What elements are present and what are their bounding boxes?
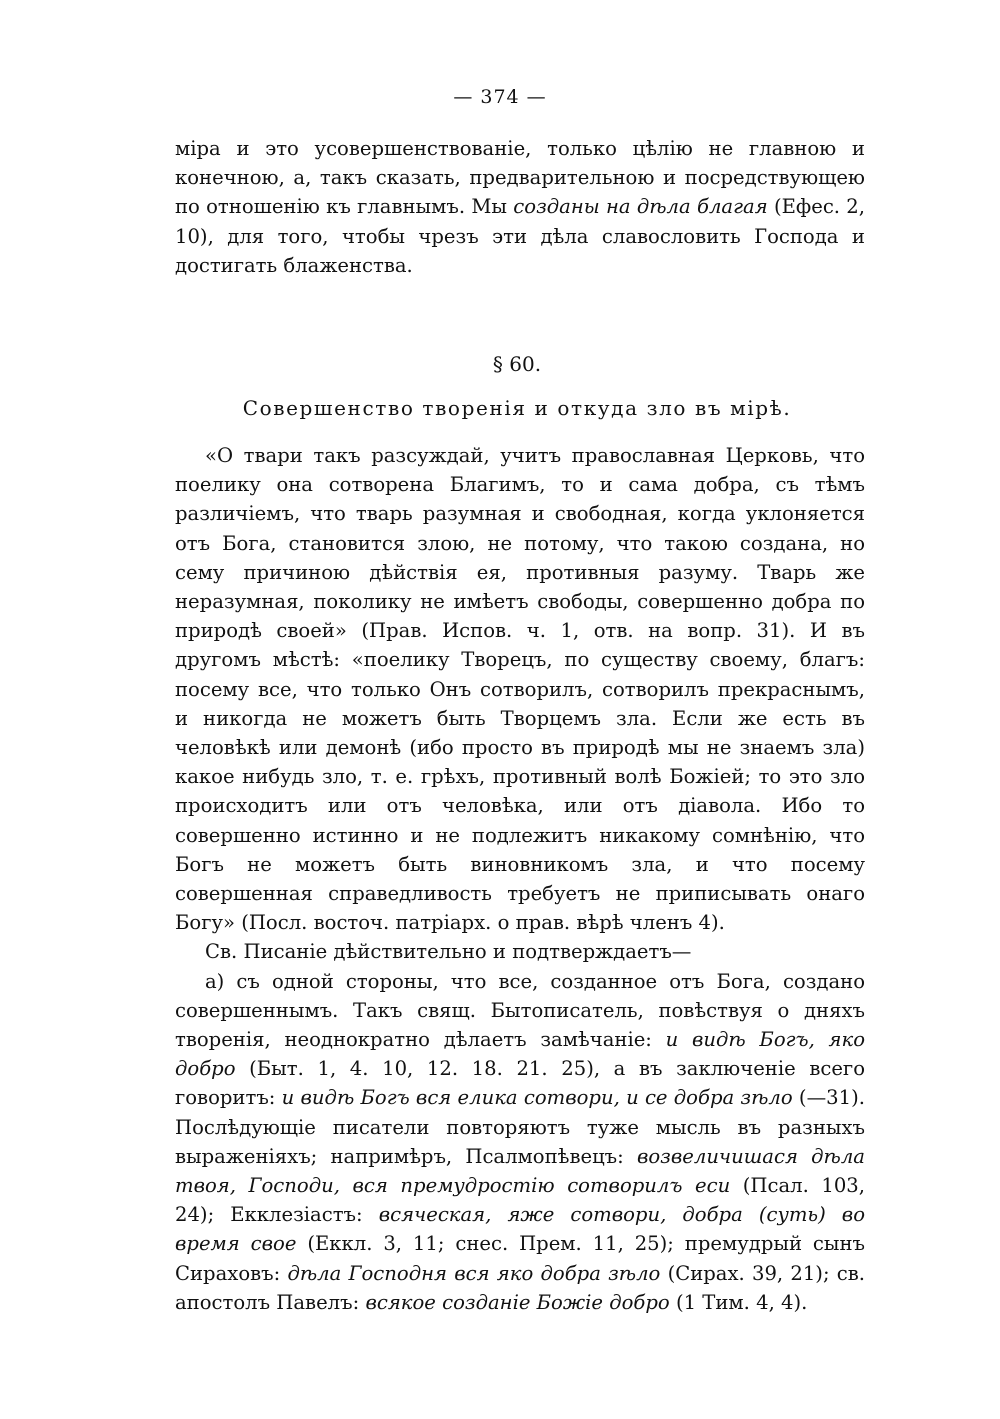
text-run: а) съ одной стороны, что все, созданное отъ Бога, создано совершеннымъ. Такъ свящ. Бытописатель, повѣствуя о дняхъ творенія, неоднократно дѣлаетъ замѣчаніе:: [175, 969, 865, 1052]
text-run: (Сирах. 39, 21); св. апостолъ Павелъ:: [175, 1261, 865, 1314]
section-number: § 60.: [492, 352, 542, 376]
italic-quote: всяческая, яже сотвори, добра (суть) во время свое: [175, 1203, 865, 1256]
italic-quote: и видѣ Богъ, яко добро: [175, 1028, 866, 1081]
top-paragraph: [175, 134, 865, 280]
text-run: (Ефес. 2, 10), для того, чтобы чрезъ эти дѣла славословить Господа и достигать блаженства.: [175, 195, 865, 277]
point-a-paragraph: [175, 967, 865, 1317]
text-run: (Псал. 103, 24); Екклезіастъ:: [175, 1174, 865, 1227]
text-run: (—31). Послѣдующіе писатели повторяютъ туже мысль въ разныхъ выраженіяхъ; напримѣръ, Псалмопѣвецъ:: [175, 1086, 865, 1168]
top-text-block: [175, 134, 865, 280]
italic-quote: созданы на дѣла благая: [513, 195, 768, 219]
page-number: — 374 —: [453, 86, 547, 108]
italic-quote: дѣла Господня вся яко добра зѣло: [287, 1261, 661, 1285]
italic-quote: и видѣ Богъ вся елика сотвори, и се добра зѣло: [281, 1086, 793, 1110]
quote-paragraph: «О твари такъ разсуждай, учитъ православная Церковь, что поелику она сотворена Благимъ, то и сама добра, съ тѣмъ различіемъ, что тварь разумная и свободная, когда уклоняется отъ Бога, становится злою, не потому, что такою создана, но сему причиною дѣйствія ея, противныя разуму. Тварь же неразумная, поколику не имѣетъ свободы, совершенно добра по природѣ своей» (Прав. Испов. ч. 1, отв. на вопр. 31). И въ другомъ мѣстѣ: «поелику Творецъ, по существу своему, благъ: посему все, что только Онъ сотворилъ, сотворилъ прекраснымъ, и никогда не можетъ быть Творцемъ зла. Если же есть въ человѣкѣ или демонѣ (ибо просто въ природѣ мы не знаемъ зла) какое нибудь зло, т. е. грѣхъ, противный волѣ Божіей; то это зло происходитъ или отъ человѣка, или отъ діавола. Ибо то совершенно истинно и не подлежитъ никакому сомнѣнію, что Богъ не можетъ быть виновникомъ зла, и что посему совершенная справедливость требуетъ не приписывать онаго Богу» (Посл. восточ. патріарх. о прав. вѣрѣ членъ 4).: [175, 444, 865, 935]
text-run: (Еккл. 3, 11; снес. Прем. 11, 25); премудрый сынъ Сираховъ:: [175, 1232, 865, 1285]
main-text-block: [175, 441, 865, 1317]
text-run: (1 Тим. 4, 4).: [669, 1290, 808, 1314]
section-title: Совершенство творенія и откуда зло въ мірѣ.: [242, 396, 792, 420]
italic-quote: всякое созданіе Божіе добро: [365, 1290, 670, 1314]
scripture-intro: Св. Писаніе дѣйствительно и подтверждаетъ—: [205, 940, 692, 964]
text-run: (Быт. 1, 4. 10, 12. 18. 21. 25), а въ заключеніе всего говоритъ:: [175, 1057, 865, 1110]
text-run: міра и это усовершенствованіе, только цѣлію не главною и конечною, а, такъ сказать, предварительною и посредствующею по отношенію къ главнымъ. Мы: [175, 137, 865, 219]
italic-quote: возвеличишася дѣла твоя, Господи, вся премудростію сотворилъ еси: [175, 1144, 865, 1198]
